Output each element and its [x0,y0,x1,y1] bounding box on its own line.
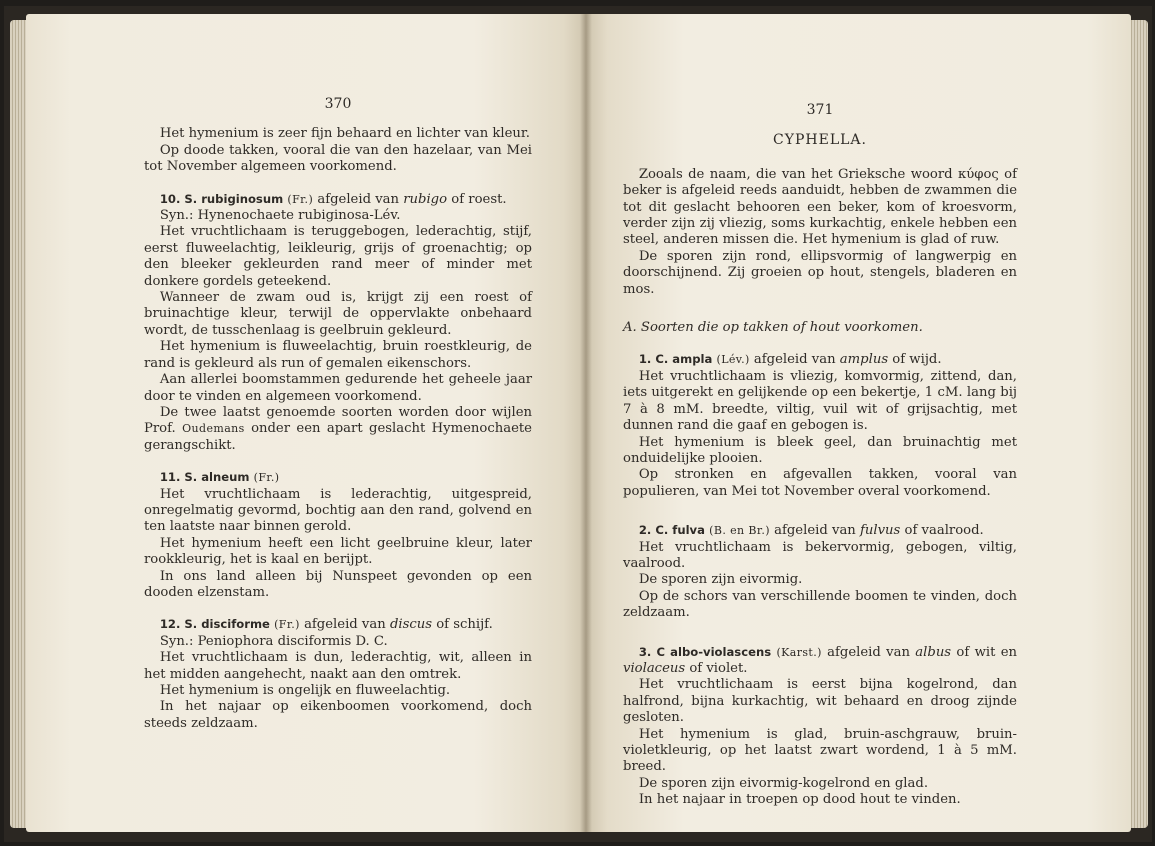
genus-heading: CYPHELLA. [773,132,867,149]
paragraph: Het hymenium is bleek geel, dan bruinachtig met onduidelijke plooien. [623,434,1017,466]
paragraph: Het hymenium is zeer fijn behaard en lichter van kleur. [159,126,530,142]
person-name: Oudemans [182,422,245,436]
etymology-term: violaceus [623,660,686,676]
page-number-right: 371 [806,102,834,118]
right-page [586,14,1131,832]
left-page [26,14,586,832]
right-text-column [623,102,1017,809]
species-name: 10. S. rubiginosum [159,191,284,206]
page-edges-left [10,20,26,828]
species-name: 3. C albo-violascens [638,644,772,659]
paragraph: Op de schors van verschillende boomen te vinden, doch zeldzaam. [623,588,1017,621]
paragraph: Het hymenium is glad, bruin-aschgrauw, bruin-violetkleurig, op het laatst zwart wordend, 1 à 5 mM. breed. [623,726,1017,775]
author: (Lév.) [716,353,750,367]
etymology-term: albus [915,644,952,660]
species-entry-11 [144,469,532,486]
paragraph: Het vruchtlichaam is lederachtig, uitgespreid, onregelmatig gevormd, bochtig aan den rand, golvend en ten laatste naar binnen gerold. [144,486,532,535]
paragraph: De sporen zijn rond, ellipsvormig of langwerpig en doorschijnend. Zij groeien op hout, stengels, bladeren en mos. [623,248,1017,297]
paragraph: Zooals de naam, die van het Grieksche woord κύφος of beker is afgeleid reeds aanduidt, hebben de zwammen die tot dit geslacht behooren een beker, kom of kroesvorm, verder zijn zij vliezig, soms kurkachtig, enkele hebben een steel, anderen missen die. Het hymenium is glad of ruw. [623,166,1017,248]
species-name: 1. C. ampla [638,352,713,367]
author: (Fr.) [253,471,280,485]
synonym: Syn.: Hynenochaete rubiginosa-Lév. [159,208,401,224]
etymology-term: discus [389,617,433,633]
species-name: 12. S. disciforme [159,617,270,632]
paragraph: Het hymenium is fluweelachtig, bruin roestkleurig, de rand is gekleurd als run of gemalen eikenschors. [144,339,532,371]
species-name: 2. C. fulva [638,523,705,538]
author: (B. en Br.) [709,524,770,538]
author: (Fr.) [287,192,314,206]
book-spread [4,6,1152,842]
species-entry-10: 10. S. rubiginosum (Fr.) afgeleid van rubigo of roest. [159,191,507,207]
paragraph: Het vruchtlichaam is teruggebogen, lederachtig, stijf, eerst fluweelachtig, leikleurig, grijs of groenachtig; op den bleeker gekleurden rand meer of minder met donkere gordels geteekend. [144,224,532,289]
author: (Fr.) [274,618,300,632]
paragraph: Het vruchtlichaam is bekervormig, gebogen, viltig, vaalrood. [623,539,1017,571]
paragraph: Wanneer de zwam oud is, krijgt zij een roest of bruinachtige kleur, terwijl de oppervlakte onbehaard wordt, de tusschenlaag is geelbruin gekleurd. [144,290,532,338]
paragraph: In het najaar op eikenboomen voorkomend, doch steeds zeldzaam. [144,699,532,731]
species-entry-12: 12. S. disciforme (Fr.) afgeleid van discus of schijf. [159,617,493,633]
paragraph: De twee laatst genoemde soorten worden door wijlen Prof. Oudemans onder een apart geslacht Hymenochaete gerangschikt. [144,404,532,453]
page-edges-right [1131,20,1148,828]
paragraph: Op doode takken, vooral die van den hazelaar, van Mei tot November algemeen voorkomend. [144,142,532,175]
left-text-column [144,96,532,732]
synonym: Syn.: Peniophora disciformis D. C. [159,633,388,649]
etymology-term: fulvus [860,523,901,539]
paragraph: Het hymenium heeft een licht geelbruine kleur, later rookkleurig, het is kaal en berijpt. [144,535,532,568]
paragraph: Het vruchtlichaam is vliezig, komvormig, zittend, dan, iets uitgerekt en gelijkende op een bekertje, 1 cM. lang bij 7 à 8 mM. breedte, viltig, vuil wit of grijsachtig, met dunnen rand die gaaf en gebogen is. [623,368,1017,434]
paragraph: In het najaar in troepen op dood hout te vinden. [638,792,961,808]
paragraph: Het vruchtlichaam is eerst bijna kogelrond, dan halfrond, bijna kurkachtig, wit behaard en droog zijnde gesloten. [623,677,1017,726]
paragraph: De sporen zijn eivormig. [638,572,803,588]
species-entry-2: 2. C. fulva (B. en Br.) afgeleid van fulvus of vaalrood. [638,523,984,539]
book-gutter [580,14,592,832]
species-entry-1: 1. C. ampla (Lév.) afgeleid van amplus of wijd. [638,352,942,368]
paragraph: Het vruchtlichaam is dun, lederachtig, wit, alleen in het midden aangehecht, naakt aan den omtrek. [144,650,532,682]
paragraph: In ons land alleen bij Nunspeet gevonden op een dooden elzenstam. [144,568,532,600]
paragraph: Het hymenium is ongelijk en fluweelachtig. [159,683,451,698]
section-heading: A. Soorten die op takken of hout voorkomen. [623,320,923,336]
page-number-left: 370 [324,96,352,112]
etymology-term: amplus [839,352,889,368]
etymology-term: rubigo [403,191,448,207]
species-name: 11. S. alneum [159,470,250,485]
species-entry-3: 3. C albo-violascens (Karst.) afgeleid van albus of wit en violaceus of violet. [623,644,1017,676]
paragraph: Aan allerlei boomstammen gedurende het geheele jaar door te vinden en algemeen voorkomend. [144,372,532,404]
author: (Karst.) [776,645,822,659]
paragraph: De sporen zijn eivormig-kogelrond en glad. [638,775,929,791]
paragraph: Op stronken en afgevallen takken, vooral van populieren, van Mei tot November overal voorkomend. [623,467,1017,499]
